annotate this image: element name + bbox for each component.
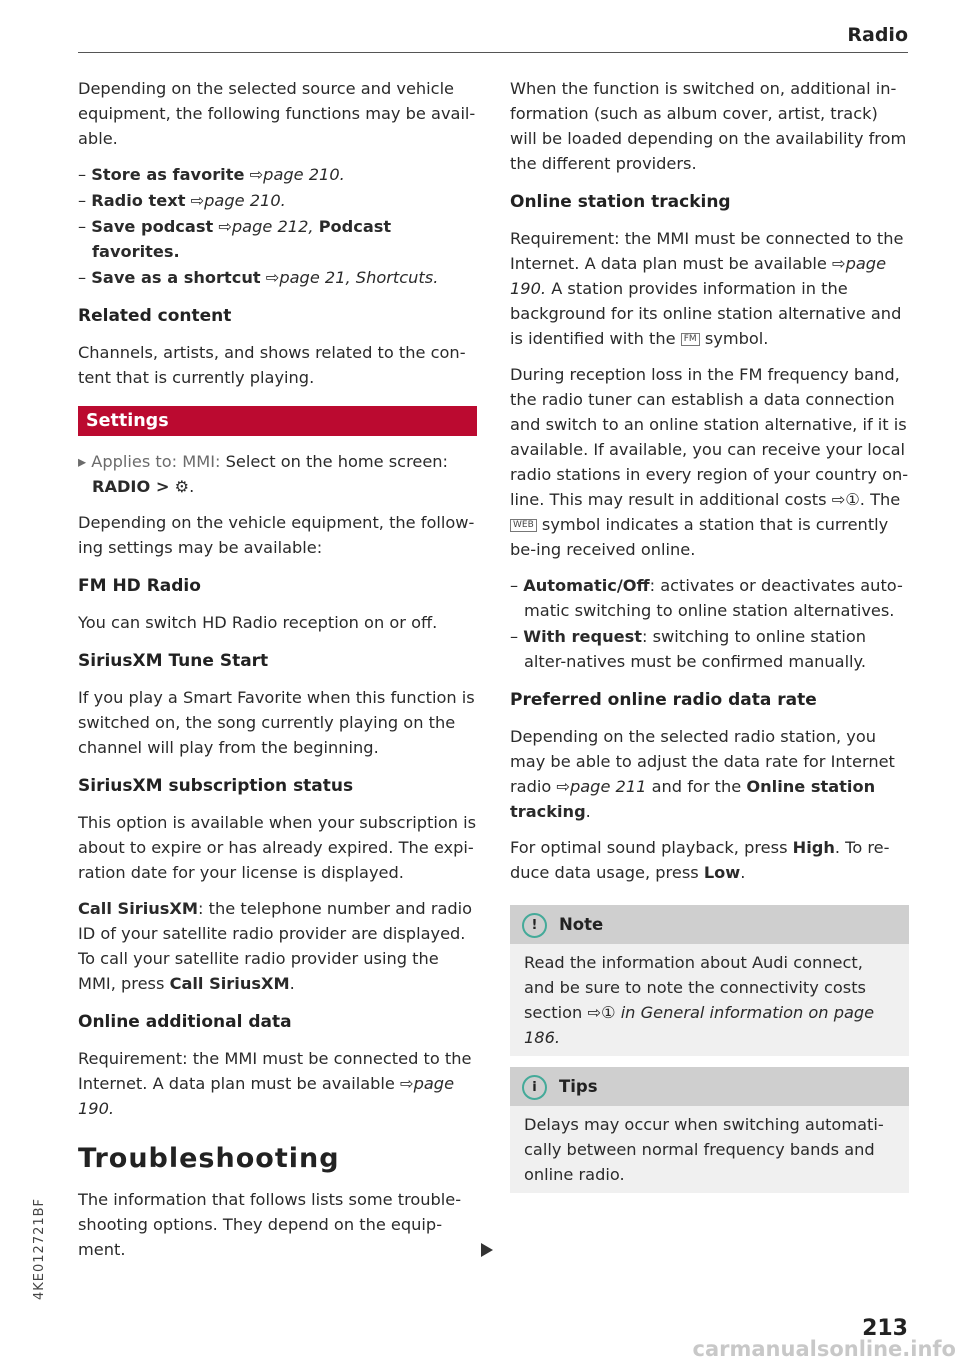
low-label: Low xyxy=(703,863,741,882)
sound-paragraph xyxy=(510,835,909,885)
applies-paragraph xyxy=(78,449,477,499)
subscription-heading: SiriusXM subscription status xyxy=(78,776,354,796)
loss-text: symbol indicates a station that is currently be-ing received online. xyxy=(510,515,889,559)
call-text: : the telephone number and radio ID of your satellite radio provider are displayed. To call your satellite radio provider using the MMI, press xyxy=(78,899,473,993)
tune-start-paragraph: If you play a Smart Favorite when this function is switched on, the song currently playing on the channel will play from the beginning. xyxy=(78,688,475,757)
call-paragraph xyxy=(78,896,477,996)
continue-arrow-icon xyxy=(481,1243,493,1257)
option-list xyxy=(510,573,909,674)
data-rate-paragraph xyxy=(510,724,909,824)
info-icon: i xyxy=(522,1075,547,1100)
loss-text: The xyxy=(870,490,901,509)
note-text: Read the information about Audi connect, and be sure to note the connectivity costs section xyxy=(524,953,866,1022)
fm-symbol-icon: FM xyxy=(681,333,700,346)
header-divider xyxy=(78,52,908,53)
page-link[interactable]: ⇨page 210. xyxy=(190,191,286,210)
warning-link[interactable]: ⇨①. xyxy=(831,490,865,509)
left-column xyxy=(78,76,477,1273)
list-item: – Radio text ⇨page 210. xyxy=(78,191,286,210)
rate-text: Depending on the selected radio station, you may be able to adjust the data rate for Internet radio xyxy=(510,727,895,796)
applies-prefix: ▸ Applies to: MMI: xyxy=(78,452,221,471)
tips-body: Delays may occur when switching automati-cally between normal frequency bands and online radio. xyxy=(524,1115,884,1184)
rate-bold: Online station tracking xyxy=(510,777,876,821)
function-label: Save podcast xyxy=(91,217,214,236)
page-link[interactable]: ⇨page 212, xyxy=(218,217,314,236)
online-data-text: Requirement: the MMI must be connected to the Internet. A data plan must be available xyxy=(78,1049,472,1093)
list-item: – Save podcast ⇨page 212, Podcast favorites. xyxy=(78,217,392,261)
tracking-paragraph xyxy=(510,226,909,351)
call-label: Call SiriusXM xyxy=(78,899,199,918)
note-body xyxy=(510,944,909,1056)
tracking-heading: Online station tracking xyxy=(510,192,731,212)
period: . xyxy=(740,863,746,882)
menu-path: RADIO > xyxy=(92,477,170,496)
function-extra: Podcast favorites. xyxy=(92,217,392,261)
applies-text: Select on the home screen: xyxy=(225,452,449,471)
troubleshooting-title: Troubleshooting xyxy=(78,1143,340,1174)
troubleshooting-paragraph: The information that follows lists some trouble-shooting options. They depend on the equip-ment. xyxy=(78,1190,462,1259)
fmhd-paragraph: You can switch HD Radio reception on or off. xyxy=(78,613,438,632)
page-link[interactable]: ⇨page 210. xyxy=(249,165,345,184)
settings-intro: Depending on the vehicle equipment, the follow-ing settings may be available: xyxy=(78,513,475,557)
option-text: : activates or deactivates auto-matic switching to online station alternatives. xyxy=(524,576,903,620)
online-data-paragraph xyxy=(78,1046,477,1121)
fmhd-heading: FM HD Radio xyxy=(78,576,201,596)
list-item: – Automatic/Off: activates or deactivates auto-matic switching to online station alternatives. xyxy=(510,576,903,620)
note-header xyxy=(510,905,909,944)
tracking-text: A station provides information in the background for its online station alternative and is identified with the xyxy=(510,279,902,348)
subscription-paragraph: This option is available when your subscription is about to expire or has already expired. The expi-ration date for your license is displayed. xyxy=(78,813,477,882)
document-code: 4KE012721BF xyxy=(32,1197,47,1300)
list-item: – Store as favorite ⇨page 210. xyxy=(78,165,345,184)
right-column xyxy=(510,76,909,1193)
rate-text: and for the xyxy=(651,777,742,796)
note-label: Note xyxy=(559,915,604,934)
sound-text: For optimal sound playback, press xyxy=(510,838,788,857)
option-label: Automatic/Off xyxy=(523,576,650,595)
list-item: – Save as a shortcut ⇨page 21, Shortcuts. xyxy=(78,268,439,287)
list-item: – With request: switching to online station alter-natives must be confirmed manually. xyxy=(510,627,867,671)
sound-text: . To re-duce data usage, press xyxy=(510,838,890,882)
related-paragraph: Channels, artists, and shows related to the con-tent that is currently playing. xyxy=(78,343,466,387)
tracking-text: Requirement: the MMI must be connected to the Internet. A data plan must be available xyxy=(510,229,904,273)
high-label: High xyxy=(792,838,835,857)
intro-paragraph: Depending on the selected source and vehicle equipment, the following functions may be avail-able. xyxy=(78,79,476,148)
function-list xyxy=(78,162,477,290)
period: . xyxy=(289,974,295,993)
loss-text: During reception loss in the FM frequency band, the radio tuner can establish a data connection and switch to an online station alternative, if it is available. If available, you can receive your local radio stations in every region of your country on-line. This may result in additional costs xyxy=(510,365,909,509)
call-button-label: Call SiriusXM xyxy=(169,974,290,993)
warning-link[interactable]: ⇨① in General information on page 186. xyxy=(524,1003,875,1047)
tune-start-heading: SiriusXM Tune Start xyxy=(78,651,269,671)
note-icon: ! xyxy=(522,913,547,938)
reception-loss-paragraph xyxy=(510,362,909,562)
option-label: With request xyxy=(523,627,642,646)
watermark: carmanualsonline.info xyxy=(692,1337,956,1361)
function-label: Save as a shortcut xyxy=(91,268,261,287)
page-link[interactable]: ⇨page 21, Shortcuts. xyxy=(265,268,439,287)
settings-section-bar: Settings xyxy=(78,406,477,436)
data-rate-heading: Preferred online radio data rate xyxy=(510,690,817,710)
function-label: Store as favorite xyxy=(91,165,245,184)
tips-label: Tips xyxy=(559,1077,598,1096)
related-heading: Related content xyxy=(78,306,232,326)
intro-paragraph: When the function is switched on, additional in-formation (such as album cover, artist, track) will be loaded depending on the availability from the different providers. xyxy=(510,79,907,173)
note-box xyxy=(510,905,909,1056)
page-link[interactable]: ⇨page 190. xyxy=(510,254,887,298)
tips-box xyxy=(510,1067,909,1193)
gear-icon: ⚙. xyxy=(174,477,195,496)
tracking-text: symbol. xyxy=(704,329,769,348)
page-link[interactable]: ⇨page 211 xyxy=(556,777,647,796)
function-label: Radio text xyxy=(91,191,186,210)
section-title: Radio xyxy=(847,24,908,46)
online-data-heading: Online additional data xyxy=(78,1012,292,1032)
web-symbol-icon: WEB xyxy=(510,519,537,532)
page-number: 213 xyxy=(862,1316,908,1341)
period: . xyxy=(585,802,591,821)
option-text: : switching to online station alter-natives must be confirmed manually. xyxy=(524,627,867,671)
page-link[interactable]: ⇨page 190. xyxy=(78,1074,455,1118)
tips-header xyxy=(510,1067,909,1106)
